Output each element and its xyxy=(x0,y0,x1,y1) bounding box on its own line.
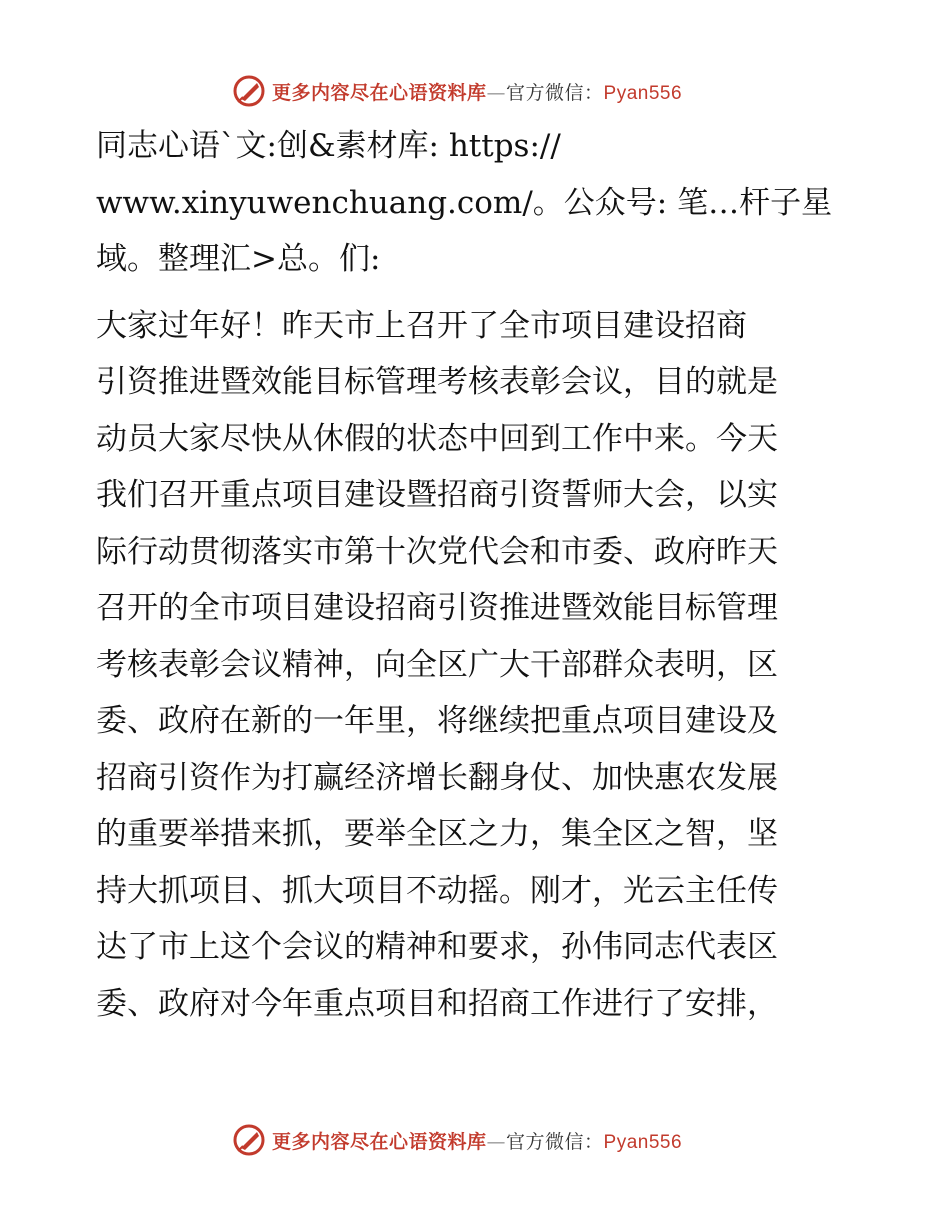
paragraph-line: 委、政府对今年重点项目和招商工作进行了安排， xyxy=(96,985,778,1022)
header-banner xyxy=(232,71,682,111)
speech-paragraph xyxy=(96,298,856,1033)
paragraph-line: 我们召开重点项目建设暨招商引资誓师大会，以实 xyxy=(96,477,778,513)
paragraph-line: 持大抓项目、抓大项目不动摇。刚才，光云主任传 xyxy=(96,872,778,909)
source-line: 域。整理汇>总。们: xyxy=(96,241,381,277)
paragraph-line: 召开的全市项目建设招商引资推进暨效能目标管理 xyxy=(96,590,778,626)
quill-logo-icon xyxy=(232,74,266,108)
paragraph-line: 考核表彰会议精神，向全区广大干部群众表明，区 xyxy=(96,646,778,683)
paragraph-line: 招商引资作为打赢经济增长翻身仗、加快惠农发展 xyxy=(96,759,778,796)
footer-banner xyxy=(232,1120,682,1160)
source-line: 同志心语`文:创&素材库: https:// xyxy=(96,128,561,164)
document-body xyxy=(96,118,856,1032)
quill-logo-icon xyxy=(232,1123,266,1157)
paragraph-line: 际行动贯彻落实市第十次党代会和市委、政府昨天 xyxy=(96,533,778,570)
source-line: www.xinyuwenchuang.com/。公众号: 笔…杆子星 xyxy=(96,184,833,221)
paragraph-line: 的重要举措来抓，要举全区之力，集全区之智，坚 xyxy=(96,816,778,852)
banner-text: 更多内容尽在心语资料库—官方微信：Pyan556 xyxy=(272,1130,683,1153)
source-note xyxy=(96,118,856,288)
paragraph-line: 委、政府在新的一年里，将继续把重点项目建设及 xyxy=(96,703,778,739)
paragraph-line: 大家过年好！昨天市上召开了全市项目建设招商 xyxy=(96,307,747,344)
paragraph-line: 达了市上这个会议的精神和要求，孙伟同志代表区 xyxy=(96,929,778,965)
banner-text: 更多内容尽在心语资料库—官方微信：Pyan556 xyxy=(272,81,683,104)
paragraph-line: 动员大家尽快从休假的状态中回到工作中来。今天 xyxy=(96,420,778,457)
paragraph-line: 引资推进暨效能目标管理考核表彰会议，目的就是 xyxy=(96,364,778,400)
